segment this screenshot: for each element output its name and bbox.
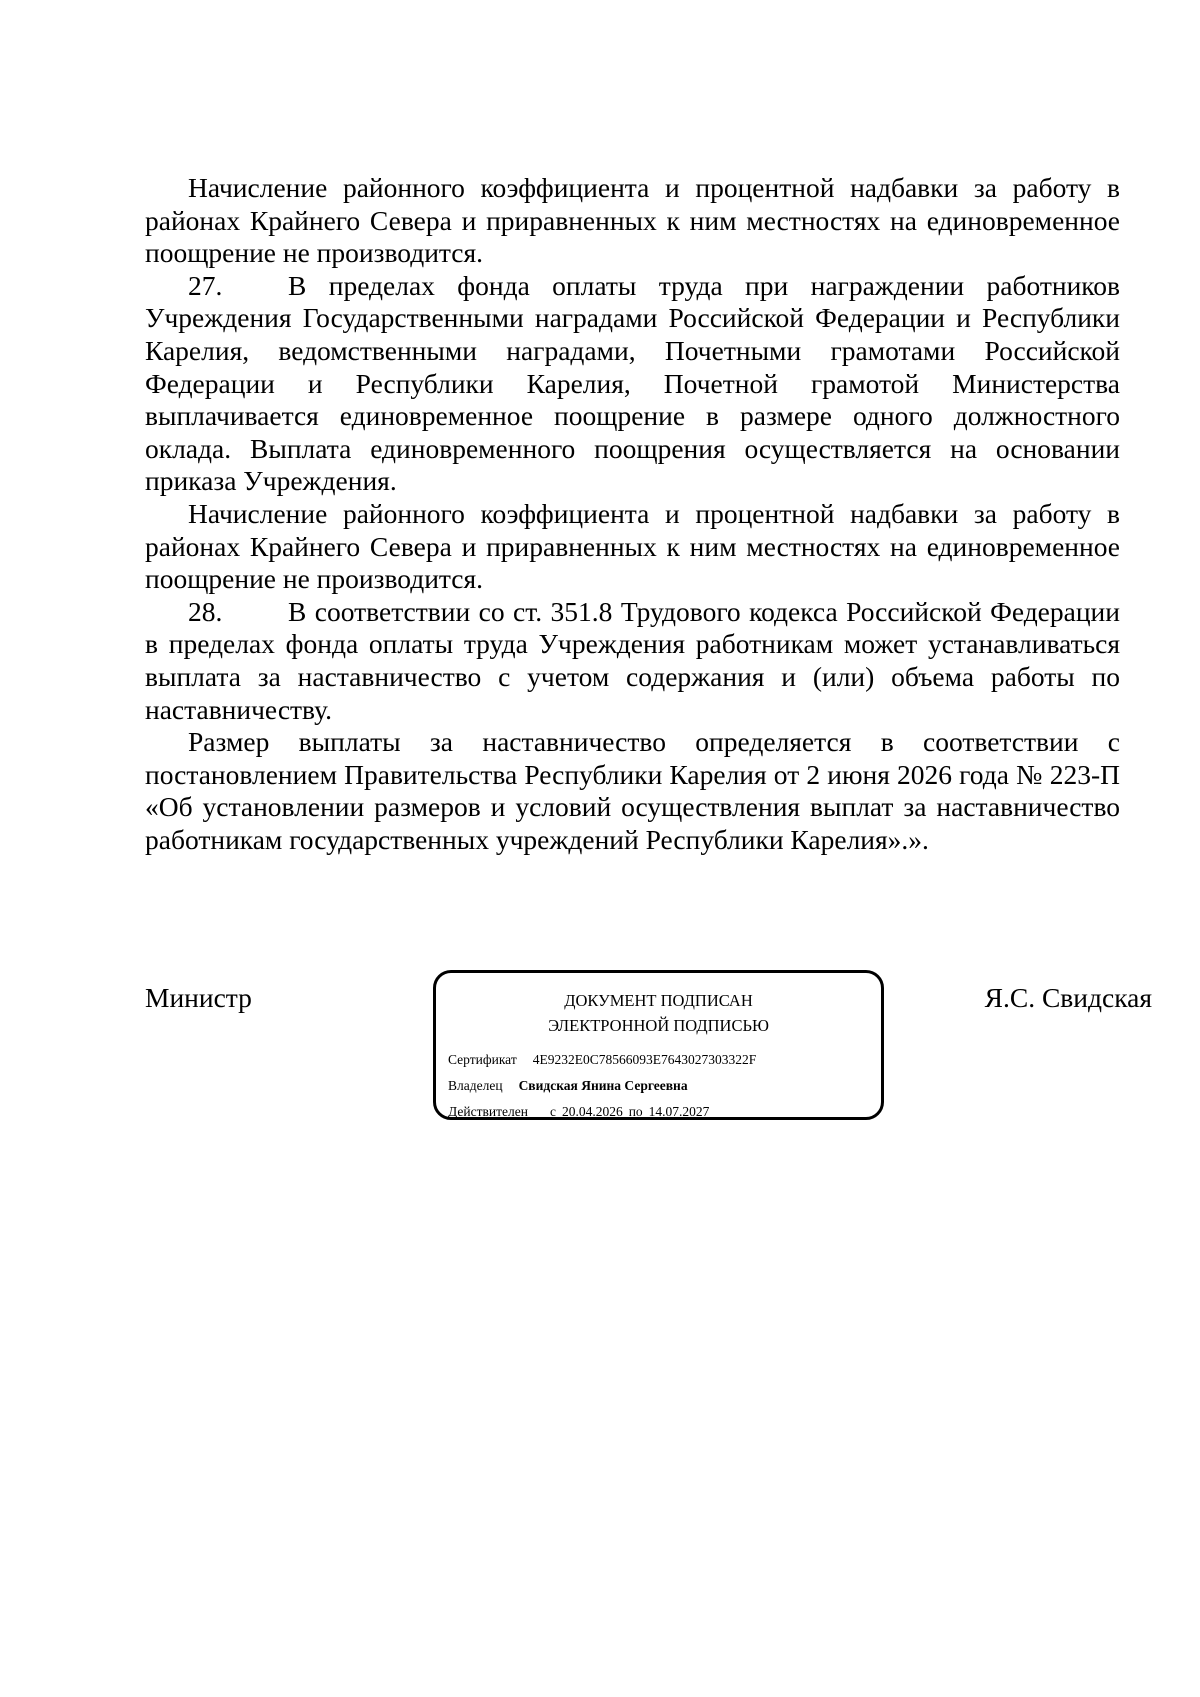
signature-block xyxy=(0,965,1200,1145)
stamp-title xyxy=(436,988,881,1038)
stamp-valid-from: 20.04.2026 xyxy=(561,1104,623,1119)
stamp-valid-from-word: с xyxy=(549,1104,556,1119)
stamp-owner-label: Владелец xyxy=(448,1078,503,1093)
stamp-owner-value: Свидская Янина Сергеевна xyxy=(518,1078,688,1093)
clause-28 xyxy=(145,596,1120,726)
paragraph-district-coefficient-2: Начисление районного коэффициента и процентной надбавки за работу в районах Крайнего Севера и приравненных к ним местностях на единовременное поощрение не производится. xyxy=(145,497,1120,595)
stamp-title-line-2: ЭЛЕКТРОННОЙ ПОДПИСЬЮ xyxy=(548,1016,769,1035)
signer-position: Министр xyxy=(145,982,252,1013)
clause-27-text: В пределах фонда оплаты труда при награждении работников Учреждения Государственными наградами Российской Федерации и Республики Карелия, ведомственными наградами, Почетными грамотами Российской Федерации и Республики Карелия, Почетной грамотой Министерства выплачивается единовременное поощрение в размере одного должностного оклада. Выплата единовременного поощрения осуществляется на основании приказа Учреждения. xyxy=(145,269,1120,497)
signer-name: Я.С. Свидская xyxy=(984,982,1152,1013)
paragraph-district-coefficient-1: Начисление районного коэффициента и процентной надбавки за работу в районах Крайнего Севера и приравненных к ним местностях на единовременное поощрение не производится. xyxy=(145,172,1120,269)
clause-27-number: 27. xyxy=(188,269,223,301)
stamp-certificate-label: Сертификат xyxy=(448,1052,517,1067)
stamp-title-line-1: ДОКУМЕНТ ПОДПИСАН xyxy=(564,991,753,1010)
clause-28-text: В соответствии со ст. 351.8 Трудового кодекса Российской Федерации в пределах фонда оплаты труда Учреждения работникам может устанавливаться выплата за наставничество с учетом содержания и (или) объема работы по наставничеству. xyxy=(145,595,1120,725)
stamp-valid-label: Действителен xyxy=(448,1104,528,1119)
stamp-certificate-row xyxy=(448,1051,756,1069)
paragraph-mentorship-payment: Размер выплаты за наставничество определяется в соответствии с постановлением Правительства Республики Карелия от 2 июня 2026 года № 223-П «Об установлении размеров и условий осуществления выплат за наставничество работникам государственных учреждений Республики Карелия».». xyxy=(145,726,1120,855)
stamp-valid-to-word: по xyxy=(628,1104,643,1119)
document-body xyxy=(145,172,1120,856)
stamp-validity-row xyxy=(448,1103,709,1121)
stamp-owner-row xyxy=(448,1077,688,1095)
clause-28-number: 28. xyxy=(188,595,223,627)
clause-27 xyxy=(145,270,1120,498)
stamp-valid-to: 14.07.2027 xyxy=(648,1104,710,1119)
electronic-signature-stamp xyxy=(433,970,884,1120)
stamp-certificate-value: 4E9232E0C78566093E7643027303322F xyxy=(532,1052,757,1067)
